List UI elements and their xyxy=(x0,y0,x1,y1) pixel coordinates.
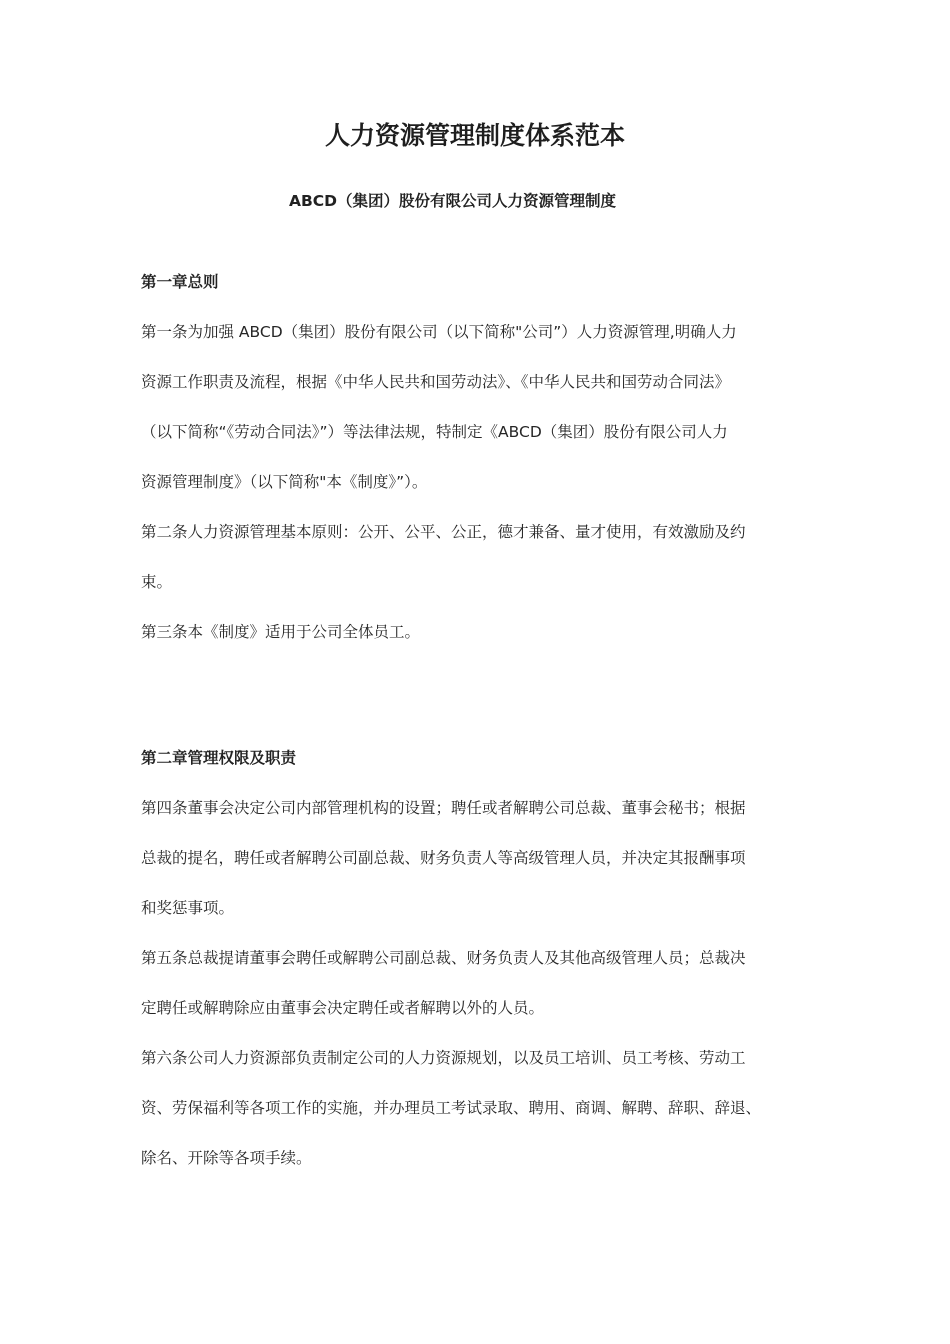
paragraph-line: （以下简称“《劳动合同法》”）等法律法规，特制定《ABCD（集团）股份有限公司人力 xyxy=(141,423,728,441)
paragraph-line: 第六条公司人力资源部负责制定公司的人力资源规划，以及员工培训、员工考核、劳动工 xyxy=(141,1049,746,1067)
paragraph-line: 第一条为加强 ABCD（集团）股份有限公司（以下简称"公司”）人力资源管理,明确人力 xyxy=(141,323,737,341)
chapter-heading: 第二章管理权限及职责 xyxy=(141,749,297,767)
article-6 xyxy=(141,1046,821,1170)
paragraph-line: 束。 xyxy=(141,573,173,591)
document-body xyxy=(141,270,821,1196)
paragraph-line: 资源管理制度》（以下简称"本《制度》”）。 xyxy=(141,473,428,491)
article-2 xyxy=(141,520,821,594)
article-1 xyxy=(141,320,821,494)
article-4 xyxy=(141,796,821,920)
paragraph-line: 第五条总裁提请董事会聘任或解聘公司副总裁、财务负责人及其他高级管理人员；总裁决 xyxy=(141,949,746,967)
chapter-spacer xyxy=(141,670,821,746)
paragraph-line: 和奖惩事项。 xyxy=(141,899,235,917)
paragraph-line: 资源工作职责及流程，根据《中华人民共和国劳动法》、《中华人民共和国劳动合同法》 xyxy=(141,373,731,391)
chapter-1 xyxy=(141,270,821,644)
document-title: 人力资源管理制度体系范本 xyxy=(324,121,625,150)
paragraph-line: 资、劳保福利等各项工作的实施，并办理员工考试录取、聘用、商调、解聘、辞职、辞退、 xyxy=(141,1099,762,1117)
paragraph-line: 总裁的提名，聘任或者解聘公司副总裁、财务负责人等高级管理人员，并决定其报酬事项 xyxy=(141,849,746,867)
document-subtitle: ABCD（集团）股份有限公司人力资源管理制度 xyxy=(288,192,617,210)
paragraph-line: 第二条人力资源管理基本原则：公开、公平、公正，德才兼备、量才使用，有效激励及约 xyxy=(141,523,746,541)
chapter-heading: 第一章总则 xyxy=(141,273,219,291)
paragraph-line: 除名、开除等各项手续。 xyxy=(141,1149,312,1167)
chapter-2 xyxy=(141,746,821,1170)
article-5 xyxy=(141,946,821,1020)
paragraph-line: 第三条本《制度》适用于公司全体员工。 xyxy=(141,623,421,641)
article-3 xyxy=(141,620,821,644)
paragraph-line: 第四条董事会决定公司内部管理机构的设置；聘任或者解聘公司总裁、董事会秘书；根据 xyxy=(141,799,746,817)
paragraph-line: 定聘任或解聘除应由董事会决定聘任或者解聘以外的人员。 xyxy=(141,999,545,1017)
